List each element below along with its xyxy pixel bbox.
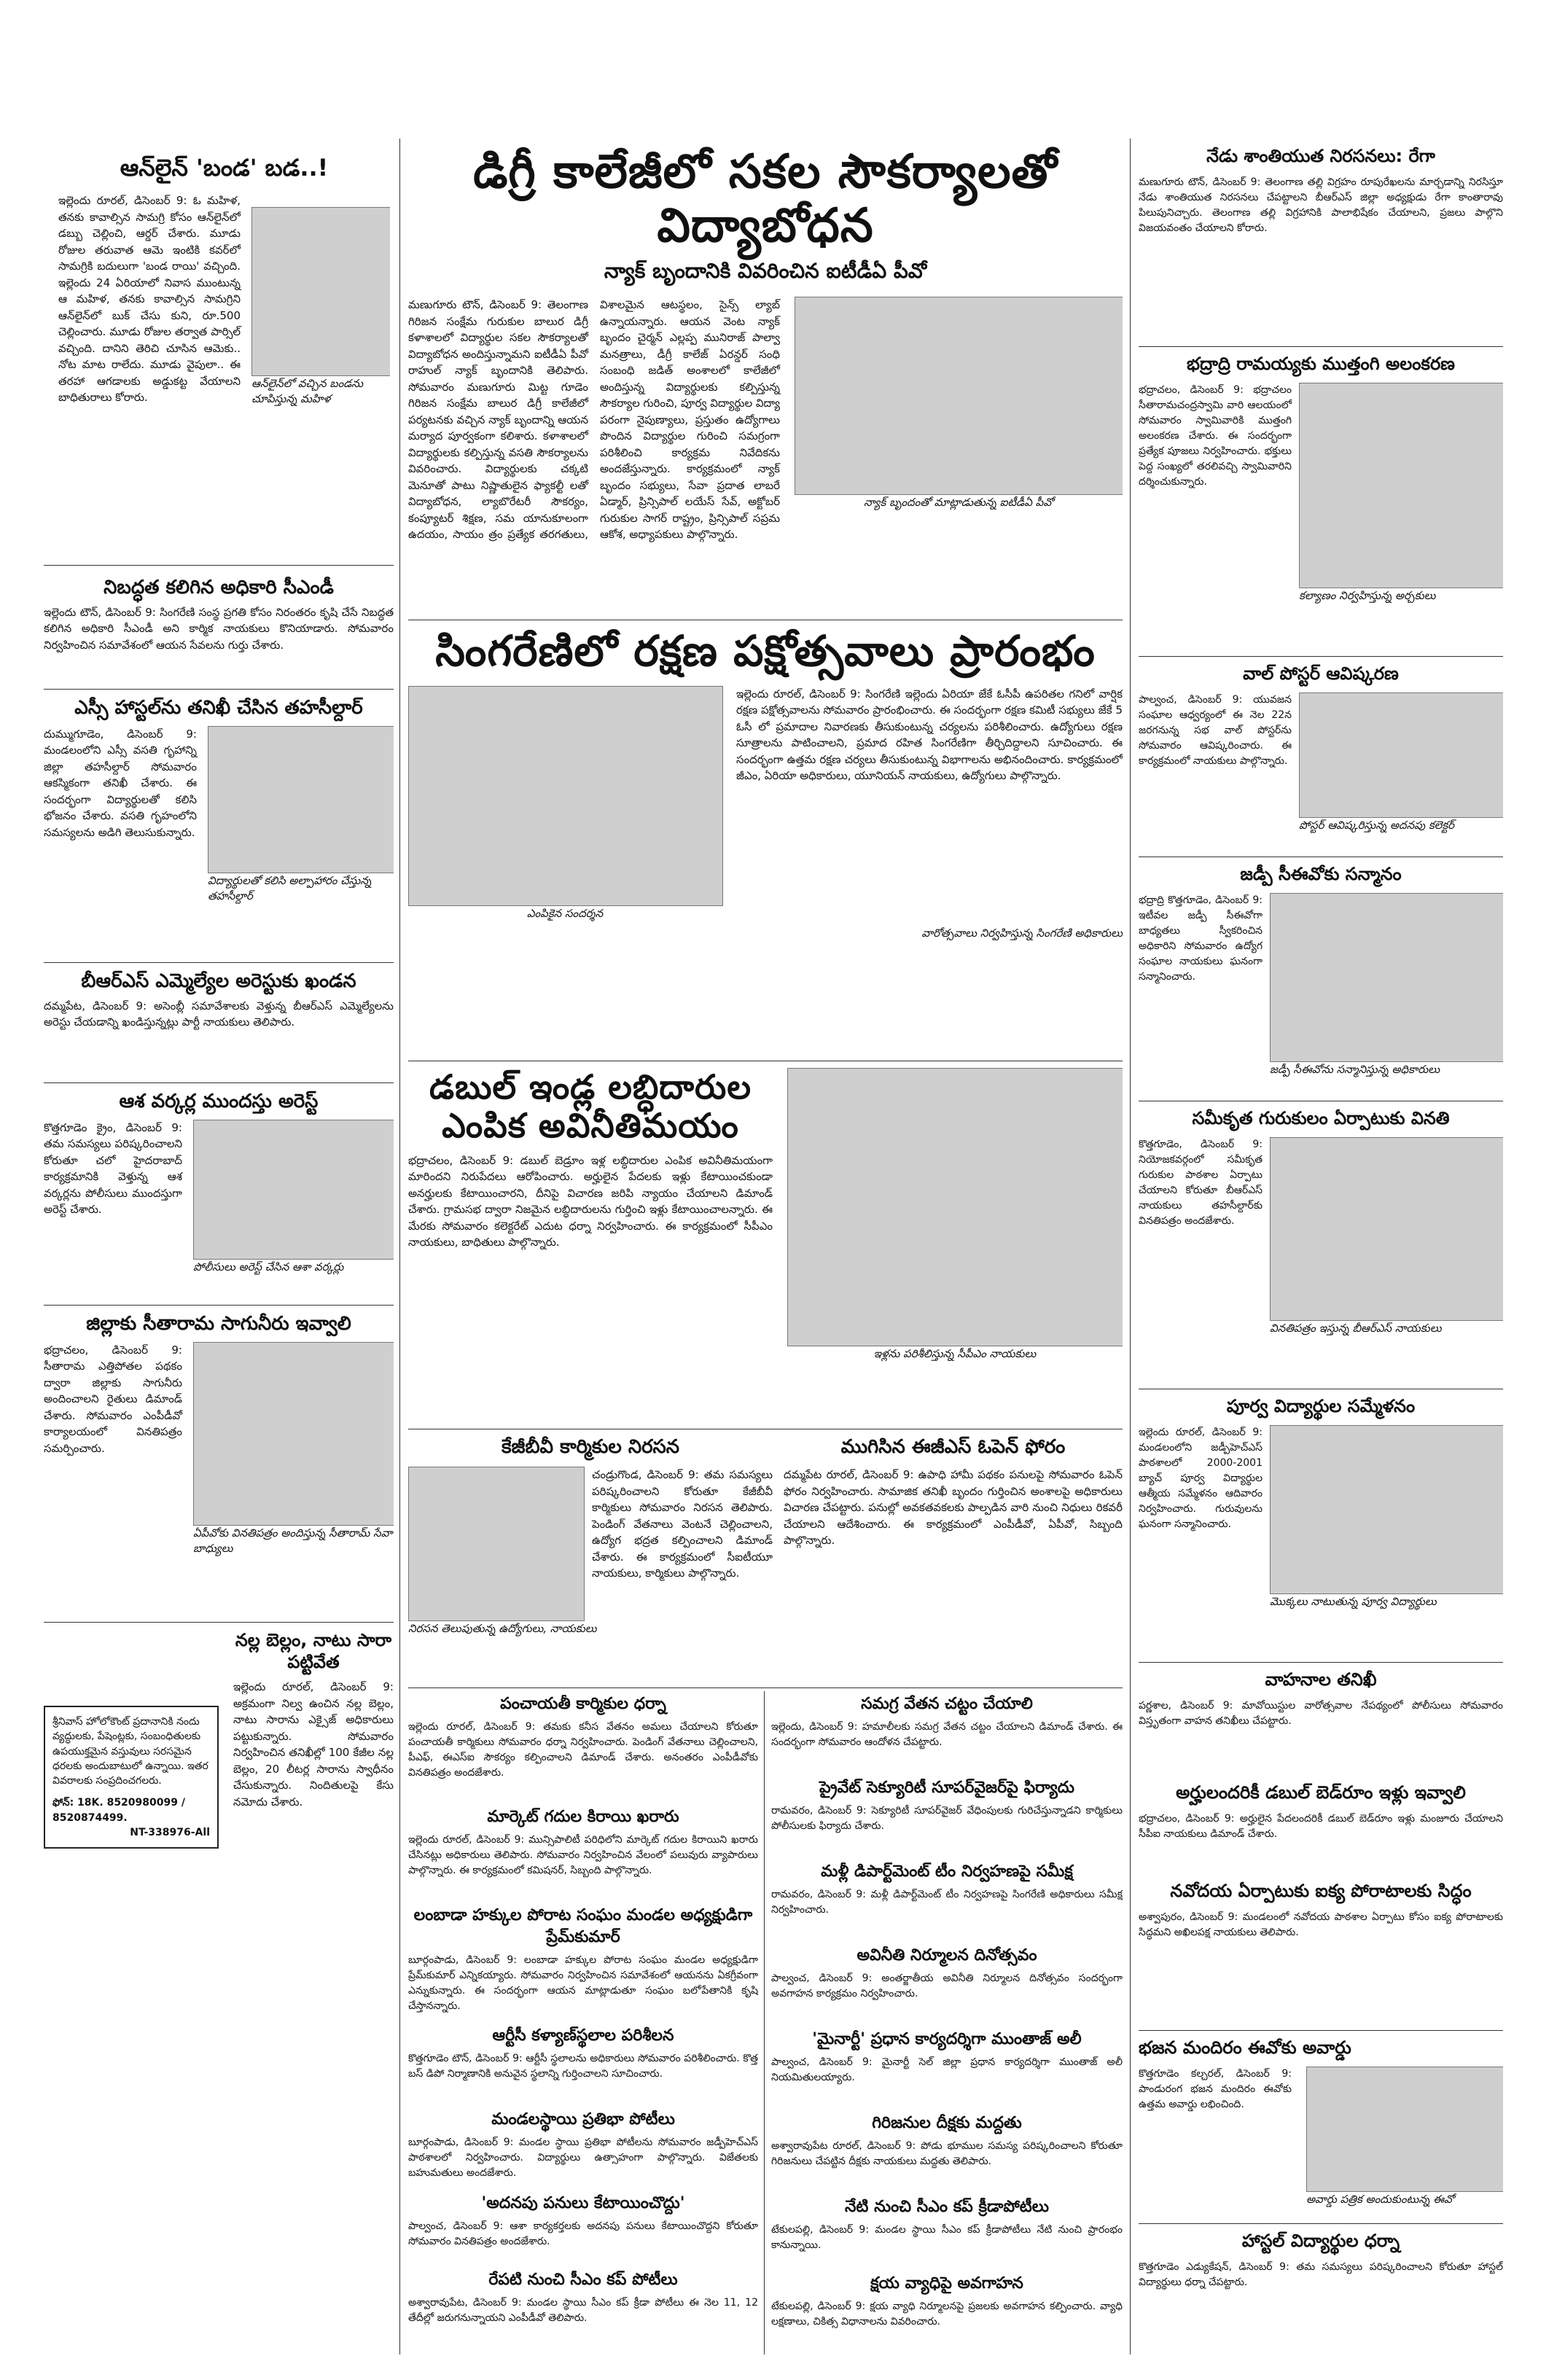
gurukul-photo xyxy=(1270,1137,1503,1321)
works-story xyxy=(408,2194,758,2267)
alumni-body: ఇల్లెందు రూరల్, డిసెంబర్ 9: మండలంలోని జడ్పీహెచ్ఎస్ పాఠశాలలో 2000-2001 బ్యాచ్ పూర్వ విద్యార్థుల ఆత్మీయ సమ్మేళనం ఆదివారం నిర్వహించారు. గురువులను ఘనంగా సన్మానించారు. xyxy=(1139,1427,1263,1530)
asha-heading: ఆశ వర్కర్ల ముందస్తు అరెస్ట్ xyxy=(119,1090,319,1112)
corruption-body: పాల్వంచ, డిసెంబర్ 9: అంతర్జాతీయ అవినీతి నిర్మూలన దినోత్సవం సందర్భంగా అవగాహన కార్యక్రమం నిర్వహించారు. xyxy=(771,1973,1123,1999)
mynorty-heading: 'మైనార్టీ' ప్రధాన కార్యదర్శిగా ముంతాజ్ అలీ xyxy=(812,2030,1082,2048)
column-rule xyxy=(764,1691,765,2354)
asha-caption: పోలీసులు అరెస్ట్ చేసిన ఆశా వర్కర్లు xyxy=(193,1260,344,1273)
zp-heading: జడ్పీ సీఈవోకు సన్మానం xyxy=(1240,864,1402,884)
lambada-story xyxy=(408,1906,758,2023)
samagra-heading: సమగ్ర వేతన చట్టం చేయాలి xyxy=(861,1695,1033,1713)
cmcup-body: అశ్వారావుపేట, డిసెంబర్ 9: మండల స్థాయి సీఎం కప్ క్రీడా పోటీలు ఈ నెల 11, 12 తేదీల్లో జరుగనున్నాయని ఎంపీడీవో తెలిపారు. xyxy=(408,2297,758,2324)
ramayya-heading: భద్రాద్రి రామయ్యకు ముత్తంగి అలంకరణ xyxy=(1186,354,1456,374)
section-rule xyxy=(1139,346,1503,347)
cmcup-story xyxy=(408,2271,758,2351)
singareni-caption: వారోత్సవాలు నిర్వహిస్తున్న సింగరేణి అధికారులు xyxy=(921,926,1123,940)
hostel-heading: ఎస్సీ హాస్టల్‌ను తనిఖీ చేసిన తహసీల్దార్ xyxy=(74,697,363,719)
housing-heading: డబుల్ ఇండ్ల లబ్ధిదారుల ఎంపిక అవినీతిమయం xyxy=(429,1068,752,1145)
section-rule xyxy=(1139,656,1503,657)
private-story xyxy=(771,1779,1123,1859)
hostel-body: దుమ్ముగూడెం, డిసెంబర్ 9: మండలంలోని ఎస్సీ వసతి గృహాన్ని జిల్లా తహసీల్దార్ సోమవారం ఆకస్మికంగా తనిఖీ చేశారు. ఈ సందర్భంగా విద్యార్థులతో కలిసి భోజనం చేశారు. వసతి గృహంలోని సమస్యలను అడిగి తెలుసుకున్నారు. xyxy=(44,727,197,839)
double-body: భద్రాచలం, డిసెంబర్ 9: అర్హులైన పేదలందరికీ డబుల్ బెడ్‌రూం ఇళ్లు మంజూరు చేయాలని సీపీఐ నాయకులు డిమాండ్ చేశారు. xyxy=(1139,1813,1503,1840)
works-body: పాల్వంచ, డిసెంబర్ 9: ఆశా కార్యకర్తలకు అదనపు పనులు కేటాయించొద్దని కోరుతూ సోమవారం వినతిపత్రం అందజేశారు. xyxy=(408,2220,758,2247)
housing-story xyxy=(408,1068,1123,1425)
poster-caption: పోస్టర్ ఆవిష్కరిస్తున్న అదనపు కలెక్టర్ xyxy=(1299,819,1455,832)
ramayya-body: భద్రాచలం, డిసెంబర్ 9: భద్రాచలం సీతారామచంద్రస్వామి వారి ఆలయంలో సోమవారం స్వామివారికి ముత్తంగి అలంకరణ చేశారు. ఈ సందర్భంగా ప్రత్యేక పూజలు నిర్వహించారు. భక్తులు పెద్ద సంఖ్యలో తరలివచ్చి స్వామివారిని దర్శించుకున్నారు. xyxy=(1139,384,1292,488)
survey-story xyxy=(408,2026,758,2107)
singareni-heading: సింగరేణిలో రక్షణ పక్షోత్సవాలు ప్రారంభం xyxy=(435,627,1096,676)
forum-body: దమ్మపేట రూరల్, డిసెంబర్ 9: ఉపాధి హామీ పథకం పనులపై సోమవారం ఓపెన్ ఫోరం నిర్వహించారు. సామాజిక తనిఖీ బృందం గుర్తించిన అంశాలపై అధికారులు విచారణ చేపట్టారు. పనుల్లో అవకతవకలకు పాల్పడిన వారి నుంచి నిధులు రికవరీ చేయాలని ఆదేశించారు. ఈ కార్యక్రమంలో ఎంపీడీవో, ఏపీవో, సిబ్బంది పాల్గొన్నారు. xyxy=(784,1468,1123,1547)
bhajana-story xyxy=(1139,2037,1503,2220)
survey-heading: ఆర్టీసీ కళ్యాణ్‌స్థలాల పరిశీలన xyxy=(492,2026,674,2045)
dharna-heading: హాస్టల్ విద్యార్థుల ధర్నా xyxy=(1241,2231,1400,2251)
alumni-heading: పూర్వ విద్యార్థుల సమ్మేళనం xyxy=(1226,1396,1416,1416)
section-rule xyxy=(44,1622,394,1623)
kgbv-heading: కేజీబీవీ కార్మికుల నిరసన xyxy=(501,1436,680,1458)
top-caption: న్యాక్ బృందంతో మాట్లాడుతున్న ఐటీడీఏ పీవో xyxy=(864,496,1053,510)
works-heading: 'అదనపు పనులు కేటాయించొద్దు' xyxy=(481,2194,685,2212)
zp-photo xyxy=(1270,893,1503,1062)
alumni-story xyxy=(1139,1396,1503,1658)
market-heading: మార్కెట్ గదుల కిరాయి ఖరారు xyxy=(487,1808,679,1826)
market-body: ఇల్లెందు రూరల్, డిసెంబర్ 9: మున్సిపాలిటీ పరిధిలోని మార్కెట్ గదుల కిరాయిని ఖరారు చేసినట్లు అధికారులు తెలిపారు. సోమవారం నిర్వహించిన వేలంలో పలువురు వ్యాపారులు పాల్గొన్నారు. ఈ కార్యక్రమంలో కమిషనర్, సిబ్బంది పాల్గొన్నారు. xyxy=(408,1834,758,1876)
brs-body: దమ్మపేట, డిసెంబర్ 9: అసెంబ్లీ సమావేశాలకు వెళ్తున్న బీఆర్ఎస్ ఎమ్మెల్యేలను అరెస్టు చేయడాన్ని ఖండిస్తున్నట్లు పార్టీ నాయకులు తెలిపారు. xyxy=(44,999,394,1029)
gurukul-body: కొత్తగూడెం, డిసెంబర్ 9: నియోజకవర్గంలో సమీకృత గురుకుల పాఠశాల ఏర్పాటు చేయాలని కోరుతూ బీఆర్ఎస్ నాయకులు తహసీల్దార్‌కు వినతిపత్రం అందజేశారు. xyxy=(1139,1139,1263,1227)
top-story xyxy=(408,146,1123,612)
lambada-body: బూర్గంపాడు, డిసెంబర్ 9: లంబాడా హక్కుల పోరాట సంఘం మండల అధ్యక్షుడిగా ప్రేమ్‌కుమార్ ఎన్నికయ్యారు. సోమవారం నిర్వహించిన సమావేశంలో ఆయనను ఏకగ్రీవంగా ఎన్నుకున్నారు. ఈ సందర్భంగా ఆయన మాట్లాడుతూ సంఘం బలోపేతానికి కృషి చేస్తానన్నారు. xyxy=(408,1954,758,2012)
rega-heading: నేడు శాంతియుత నిరసనలు: రేగా xyxy=(1206,146,1435,166)
section-rule xyxy=(44,689,394,690)
kgbv-caption: నిరసన తెలుపుతున్న ఉద్యోగులు, నాయకులు xyxy=(408,1622,597,1635)
housing-photo xyxy=(787,1068,1123,1346)
sagu-body: భద్రాచలం, డిసెంబర్ 9: సీతారామ ఎత్తిపోతల పథకం ద్వారా జిల్లాకు సాగునీరు అందించాలని రైతులు డిమాండ్ చేశారు. సోమవారం ఎంపీడీవో కార్యాలయంలో వినతిపత్రం సమర్పించారు. xyxy=(44,1343,182,1455)
poster-heading: వాల్ పోస్టర్ ఆవిష్కరణ xyxy=(1243,663,1399,684)
gurukul-caption: వినతిపత్రం ఇస్తున్న బీఆర్ఎస్ నాయకులు xyxy=(1270,1322,1442,1335)
tribal-story xyxy=(771,2114,1123,2194)
ramayya-photo xyxy=(1299,383,1503,588)
bhajana-body: కొత్తగూడెం కల్చరల్, డిసెంబర్ 9: పాండురంగ భజన మందిరం ఈవోకు ఉత్తమ అవార్డు లభించింది. xyxy=(1139,2068,1292,2110)
zp-story xyxy=(1139,864,1503,1097)
cmcup-heading: రేపటి నుంచి సీఎం కప్ పోటీలు xyxy=(488,2271,678,2289)
awareness-story xyxy=(771,2274,1123,2354)
sagu-heading: జిల్లాకు సీతారామ సాగునీరు ఇవ్వాలి xyxy=(86,1313,351,1335)
vehicles-body: పర్ణశాల, డిసెంబర్ 9: మావోయిస్టుల వారోత్సవాల నేపథ్యంలో పోలీసులు సోమవారం విస్తృతంగా వాహన తనిఖీలు చేపట్టారు. xyxy=(1139,1700,1503,1727)
column-rule xyxy=(1130,138,1131,2354)
section-rule xyxy=(44,565,394,566)
online-caption: ఆన్‌లైన్‌లో వచ్చిన బండను చూపిస్తున్న మహిళ xyxy=(251,377,364,405)
sports-heading: మండలస్థాయి ప్రతిభా పోటీలు xyxy=(491,2110,675,2129)
navodaya-story xyxy=(1139,1881,1503,2026)
section-rule xyxy=(44,1082,394,1083)
zp-caption: జడ్పీ సీఈవోను సన్మానిస్తున్న అధికారులు xyxy=(1270,1063,1440,1076)
cmcup2-body: టేకులపల్లి, డిసెంబర్ 9: మండల స్థాయి సీఎం కప్ క్రీడాపోటీలు నేటి నుంచి ప్రారంభం కానున్నాయి. xyxy=(771,2224,1123,2251)
alumni-caption: మొక్కలు నాటుతున్న పూర్వ విద్యార్థులు xyxy=(1270,1595,1437,1608)
gurukul-story xyxy=(1139,1108,1503,1385)
inquiry-body: రామవరం, డిసెంబర్ 9: మళ్లీ డిపార్ట్‌మెంట్ టీం నిర్వహణపై సింగరేణి అధికారులు సమీక్ష నిర్వహించారు. xyxy=(771,1889,1123,1916)
lambada-heading: లంబాడా హక్కుల పోరాట సంఘం మండల అధ్యక్షుడిగా ప్రేమ్‌కుమార్ xyxy=(413,1906,753,1946)
cmcup2-heading: నేటి నుంచి సీఎం కప్ క్రీడాపోటీలు xyxy=(844,2198,1049,2216)
tribal-body: అశ్వారావుపేట రూరల్, డిసెంబర్ 9: పోడు భూముల సమస్య పరిష్కరించాలని కోరుతూ గిరిజనులు చేపట్టిన దీక్షకు నాయకులు మద్దతు తెలిపారు. xyxy=(771,2140,1123,2167)
cmcup2-story xyxy=(771,2198,1123,2271)
ad-phone: ఫోన్: 18K. 8520980099 / 8520874499. xyxy=(52,1797,185,1824)
forum-story xyxy=(784,1436,1123,1684)
zp-body: భద్రాద్రి కొత్తగూడెం, డిసెంబర్ 9: ఇటీవల జడ్పీ సీఈవోగా బాధ్యతలు స్వీకరించిన అధికారిని సోమవారం ఉద్యోగ సంఘాల నాయకులు ఘనంగా సన్మానించారు. xyxy=(1139,894,1263,983)
market-story xyxy=(408,1808,758,1903)
samagra-story xyxy=(771,1695,1123,1775)
top-body: మణుగూరు టౌన్, డిసెంబర్ 9: తెలంగాణ గిరిజన సంక్షేమ గురుకుల బాలుర డిగ్రీ కళాశాలలో విద్యార్థుల సకల సౌకర్యాలతో విద్యాబోధన అందిస్తున్నామని ఐటీడీఏ పీవో రాహుల్ న్యాక్ బృందానికి తెలిపారు. సోమవారం మణుగూరు మిట్ట గూడెం గిరిజన సంక్షేమ బాలుర డిగ్రీ కాలేజీలో పర్యటనకు వచ్చిన న్యాక్ బృందాన్ని ఆయన మర్యాద పూర్వకంగా కలిశారు. కళాశాలలో విద్యార్థులకు కల్పిస్తున్న వసతి సౌకర్యాలను వివరించారు. విద్యార్థులకు చక్కటి మెనూతో పాటు నిష్ణాతులైన ఫ్యాకల్టీ లతో విద్యాబోధన, ల్యాబొరేటరీ సౌకర్యం, కంప్యూటర్ శిక్షణ, సమ యానుకూలంగా ఉదయం, సాయం త్రం ప్రత్యేక తరగతులు, విశాలమైన ఆటస్థలం, సైన్స్ ల్యాబ్ ఉన్నాయన్నారు. ఆయన వెంట న్యాక్ బృందం చైర్మన్ ఎల్లప్ప మునిరాజ్ పాల్వా మనత్రాలు, డీగ్రీ కాలేజ్ ఏరన్డర్ సంధి సంబంధి జడిత్ అంశాలలో కాలేజీలో అందిస్తున్న విద్యార్థులకు కల్పిస్తున్న సౌకర్యాల గురించి, పూర్వ విద్యార్థుల విద్యా పరంగా నైపుణ్యాలు, ప్రస్తుతం ఉద్యోగాలు పొందిన విద్యార్థుల గురించి సమగ్రంగా పరిశీలించి కార్యక్రమ నివేదికను అందజేస్తున్నారు. కార్యక్రమంలో న్యాక్ బృందం సభ్యులు, సేవా ప్రదాత లాబరే ఏడ్మార్, ప్రిన్సిపాల్ లయేస్ సేవ్, అక్టోబర్ గురుకుల సాగర్ రాష్ట్రం, ప్రిన్సిపాల్ సప్రమ ఆకోశ, అధ్యాపకులు పాల్గొన్నారు. xyxy=(408,298,780,542)
online-photo xyxy=(251,207,390,376)
section-rule xyxy=(44,962,394,963)
ramayya-caption: కల్యాణం నిర్వహిస్తున్న అర్చకులు xyxy=(1299,589,1436,602)
section-rule xyxy=(44,1305,394,1306)
ad-ref: NT-338976-All xyxy=(130,1827,210,1839)
poster-story xyxy=(1139,663,1503,853)
private-heading: ప్రైవేట్ సెక్యూరిటీ సూపర్‌వైజర్‌పై ఫిర్యాదు xyxy=(819,1779,1074,1797)
sports-story xyxy=(408,2110,758,2190)
rega-body: మణుగూరు టౌన్, డిసెంబర్ 9: తెలంగాణ తల్లి విగ్రహం రూపురేఖలను మార్చడాన్ని నిరసిస్తూ నేడు శాంతియుత నిరసనలు చేపట్టాలని బీఆర్ఎస్ జిల్లా అధ్యక్షుడు రేగా కాంతారావు పిలుపునిచ్చారు. తెలంగాణ తల్లి విగ్రహానికి పాలాభిషేకం చేయాలని, ప్రజలు పాల్గొని విజయవంతం చేయాలని కోరారు. xyxy=(1139,176,1503,234)
liquor-heading: నల్ల బెల్లం, నాటు సారా పట్టివేత xyxy=(235,1630,392,1672)
ad-box xyxy=(44,1706,219,1997)
kgbv-photo xyxy=(408,1467,585,1621)
panchayat-heading: పంచాయతీ కార్మికుల ధర్నా xyxy=(500,1695,666,1713)
brs-heading: బీఆర్ఎస్ ఎమ్మెల్యేల అరెస్టుకు ఖండన xyxy=(81,970,356,992)
corruption-heading: అవినీతి నిర్మూలన దినోత్సవం xyxy=(856,1946,1037,1965)
tribal-heading: గిరిజనుల దీక్షకు మద్దతు xyxy=(872,2114,1022,2132)
section-rule xyxy=(1139,1662,1503,1663)
online-heading: ఆన్‌లైన్ 'బండ' బడ..! xyxy=(120,154,329,182)
inquiry-story xyxy=(771,1862,1123,1943)
corruption-story xyxy=(771,1946,1123,2026)
online-body: ఇల్లెందు రూరల్, డిసెంబర్ 9: ఓ మహిళ, తనకు కావాల్సిన సామగ్రి కోసం ఆన్‌లైన్‌లో డబ్బు చెల్లించి, ఆర్డర్ చేశారు. మూడు రోజుల తరువాత ఆమె ఇంటికి కవర్‌లో సామగ్రికి బదులుగా 'బండ రాయి' వచ్చింది. ఇల్లెందు 24 ఏరియాలో నివాస ముంటున్న ఆ మహిళ, తనకు కావాల్సిన సామగ్రిని ఆన్‌లైన్‌లో బుక్ చేసు కుని, రూ.500 చెల్లించారు. మూడు రోజుల తర్వాత పార్సిల్ వచ్చింది. దానిని తెరిచి చూసిన ఆమెకు.. నోట మాట రాలేదు. మూడు వైపులా.. ఈ తరహా ఆగడాలకు అడ్డుకట్ట వేయాలని బాధితురాలు కోరారు. xyxy=(58,194,241,404)
mynorty-story xyxy=(771,2030,1123,2110)
panchayat-story xyxy=(408,1695,758,1804)
asha-body: కొత్తగూడెం క్రైం, డిసెంబర్ 9: తమ సమస్యలు పరిష్కరించాలని కోరుతూ చలో హైదరాబాద్ కార్యక్రమానికి వెళ్తున్న ఆశ వర్కర్లను పోలీసులు ముందస్తుగా అరెస్ట్ చేశారు. xyxy=(44,1120,182,1216)
vehicles-story xyxy=(1139,1669,1503,1779)
hostel-caption: విద్యార్థులతో కలిసి అల్పాహారం చేస్తున్న తహసీల్దార్ xyxy=(208,873,372,902)
ad-text: శ్రీనివాస్ హోలోకౌంట్ ప్రదానానికి నందు వ్యద్ధులకు, పేషెంట్లకు, సంబంధితులకు ఉపయుక్తమైన వస్తువులు సరసమైన ధరలకు అందుబాటులో ఉన్నాయి. ఇతర వివరాలకు సంప్రదించగలరు. xyxy=(52,1716,208,1787)
top-subheading: న్యాక్ బృందానికి వివరించిన ఐటీడీఏ పీవో xyxy=(604,259,927,284)
hostel-photo xyxy=(208,726,394,873)
inquiry-heading: మళ్లీ డిపార్ట్‌మెంట్ టీం నిర్వహణపై సమీక్ష xyxy=(821,1862,1073,1881)
asha-story xyxy=(44,1090,394,1301)
private-body: రామవరం, డిసెంబర్ 9: సెక్యూరిటీ సూపర్‌వైజర్ వేధింపులకు గురిచేస్తున్నాడని కార్మికులు పోలీసులకు ఫిర్యాదు చేశారు. xyxy=(771,1805,1123,1832)
sagu-photo xyxy=(193,1342,394,1526)
singareni-caption2: ఎంపికైన సందర్శన xyxy=(526,906,604,920)
gurukul-heading: సమీకృత గురుకులం ఏర్పాటుకు వినతి xyxy=(1192,1108,1450,1128)
cmd-heading: నిబద్ధత కలిగిన అధికారి సీఎండీ xyxy=(104,577,334,598)
samagra-body: ఇల్లెందు, డిసెంబర్ 9: హమాలీలకు సమగ్ర వేతన చట్టం చేయాలని డిమాండ్ చేశారు. ఈ సందర్భంగా సోమవారం ఆందోళన చేపట్టారు. xyxy=(771,1721,1123,1748)
online-story xyxy=(58,153,390,561)
bhajana-photo xyxy=(1306,2067,1503,2192)
section-rule xyxy=(1139,2030,1503,2031)
poster-body: పాల్వంచ, డిసెంబర్ 9: యువజన సంఘాల ఆధ్వర్యంలో ఈ నెల 22న జరగనున్న సభ వాల్ పోస్టర్‌ను సోమవారం ఆవిష్కరించారు. ఈ కార్యక్రమంలో నాయకులు పాల్గొన్నారు. xyxy=(1139,694,1292,767)
liquor-body: ఇల్లెందు రూరల్, డిసెంబర్ 9: అక్రమంగా నిల్వ ఉంచిన నల్ల బెల్లం, నాటు సారాను ఎక్సైజ్ అధికారులు పట్టుకున్నారు. సోమవారం నిర్వహించిన తనిఖీల్లో 100 కేజీల నల్ల బెల్లం, 20 లీటర్ల సారాను స్వాధీనం చేసుకున్నారు. నిందితులపై కేసు నమోదు చేశారు. xyxy=(233,1680,394,1809)
sports-body: బూర్గంపాడు, డిసెంబర్ 9: మండల స్థాయి ప్రతిభా పోటీలను సోమవారం జడ్పీహెచ్ఎస్ పాఠశాలలో నిర్వహించారు. విద్యార్థులు ఉత్సాహంగా పాల్గొన్నారు. విజేతలకు బహుమతులు అందజేశారు. xyxy=(408,2137,758,2179)
forum-heading: ముగిసిన ఈజీఎస్ ఓపెన్ ఫోరం xyxy=(840,1436,1066,1458)
navodaya-body: అశ్వాపురం, డిసెంబర్ 9: మండలంలో నవోదయ పాఠశాల ఏర్పాటు కోసం ఐక్య పోరాటాలకు సిద్ధమని అఖిలపక్ష నాయకులు తెలిపారు. xyxy=(1139,1911,1503,1938)
double-heading: అర్హులందరికీ డబుల్ బెడ్‌రూం ఇళ్లు ఇవ్వాలి xyxy=(1176,1782,1466,1803)
panchayat-body: ఇల్లెందు రూరల్, డిసెంబర్ 9: తమకు కనీస వేతనం అమలు చేయాలని కోరుతూ పంచాయతీ కార్మికులు సోమవారం ధర్నా నిర్వహించారు. పెండింగ్ వేతనాలు చెల్లించాలని, పీఎఫ్, ఈఎస్ఐ సౌకర్యం కల్పించాలని డిమాండ్ చేశారు. అనంతరం ఎంపీడీవోకు వినతిపత్రం అందజేశారు. xyxy=(408,1721,758,1779)
poster-photo xyxy=(1299,692,1503,818)
cmd-body: ఇల్లెందు టౌన్, డిసెంబర్ 9: సింగరేణి సంస్థ ప్రగతి కోసం నిరంతరం కృషి చేసే నిబద్ధత కలిగిన అధికారి సీఎండీ అని కార్మిక నాయకులు కొనియాడారు. సోమవారం నిర్వహించిన సమావేశంలో ఆయన సేవలను గుర్తు చేశారు. xyxy=(44,605,394,652)
singareni-story xyxy=(408,627,1123,1057)
awareness-heading: క్షయ వ్యాధిపై అవగాహన xyxy=(870,2274,1023,2293)
section-rule xyxy=(1139,2223,1503,2224)
top-heading: డిగ్రీ కాలేజీలో సకల సౌకర్యాలతో విద్యాబోధన xyxy=(473,146,1058,253)
liquor-story xyxy=(233,1629,394,2285)
bhajana-caption: అవార్డు పత్రిక అందుకుంటున్న ఈవో xyxy=(1306,2193,1454,2206)
housing-caption: ఇళ్లను పరిశీలిస్తున్న సీపీఎం నాయకులు xyxy=(873,1347,1037,1360)
column-rule xyxy=(399,138,400,2354)
vehicles-heading: వాహనాల తనిఖీ xyxy=(1265,1669,1377,1690)
asha-photo xyxy=(193,1120,394,1260)
dharna-story xyxy=(1139,2231,1503,2354)
top-photo xyxy=(795,297,1123,495)
singareni-photo xyxy=(408,686,723,906)
hostel-story xyxy=(44,696,394,959)
mynorty-body: పాల్వంచ, డిసెంబర్ 9: మైనార్టీ సెల్ జిల్లా ప్రధాన కార్యదర్శిగా ముంతాజ్ అలీ నియమితులయ్యారు. xyxy=(771,2056,1123,2083)
kgbv-story xyxy=(408,1436,773,1684)
housing-body: భద్రాచలం, డిసెంబర్ 9: డబుల్ బెడ్రూం ఇళ్ల లబ్ధిదారుల ఎంపిక అవినీతిమయంగా మారిందని నిరుపేదలు ఆరోపించారు. అర్హులైన పేదలకు ఇళ్లు కేటాయించకుండా అనర్హులకు కేటాయించారని, దీనిపై విచారణ జరిపి న్యాయం చేయాలని డిమాండ్ చేశారు. గ్రామసభ ద్వారా నిజమైన లబ్ధిదారులను గుర్తించి ఇళ్లు కేటాయించాలన్నారు. ఈ మేరకు సోమవారం కలెక్టరేట్ ఎదుట ధర్నా నిర్వహించారు. ఈ కార్యక్రమంలో సీపీఎం నాయకులు, బాధితులు పాల్గొన్నారు. xyxy=(408,1153,773,1249)
sagu-caption: ఏపీవోకు వినతిపత్రం అందిస్తున్న సీతారామ్ సేవా బాధ్యులు xyxy=(193,1526,393,1555)
alumni-photo xyxy=(1270,1425,1503,1594)
cmd-story xyxy=(44,576,394,685)
singareni-body: ఇల్లెందు రూరల్, డిసెంబర్ 9: సింగరేణి ఇల్లెందు ఏరియా జేకే ఓసీపీ ఉపరితల గనిలో వార్షిక రక్షణ పక్షోత్సవాలను సోమవారం ప్రారంభించారు. ఈ సందర్భంగా రక్షణ కమిటీ సభ్యులు జేకే 5 ఓసీ లో ప్రమాదాల నివారణకు తీసుకుంటున్న చర్యలను పరిశీలించారు. ఉద్యోగులు రక్షణ సూత్రాలను పాటించాలని, ప్రమాద రహిత సింగరేణిగా తీర్చిదిద్దాలని సూచించారు. ఈ సందర్భంగా ఉత్తమ రక్షణ చర్యలు తీసుకుంటున్న విభాగాలను అభినందించారు. కార్యక్రమంలో జీఎం, ఏరియా అధికారులు, యూనియన్ నాయకులు, ఉద్యోగులు పాల్గొన్నారు. xyxy=(736,687,1123,783)
survey-body: కొత్తగూడెం టౌన్, డిసెంబర్ 9: ఆర్టీసీ స్థలాలను అధికారులు సోమవారం పరిశీలించారు. కొత్త బస్ డిపో నిర్మాణానికి అనువైన స్థలాన్ని గుర్తించాలని సూచించారు. xyxy=(408,2053,758,2080)
sagu-story xyxy=(44,1312,394,1618)
ramayya-story xyxy=(1139,354,1503,652)
double-story xyxy=(1139,1782,1503,1877)
brs-story xyxy=(44,969,394,1079)
dharna-body: కొత్తగూడెం ఎడ్యుకేషన్, డిసెంబర్ 9: తమ సమస్యలు పరిష్కరించాలని కోరుతూ హాస్టల్ విద్యార్థులు ధర్నా చేపట్టారు. xyxy=(1139,2261,1503,2288)
rega-story xyxy=(1139,146,1503,343)
bhajana-heading: భజన మందిరం ఈవోకు అవార్డు xyxy=(1139,2037,1351,2058)
awareness-body: టేకులపల్లి, డిసెంబర్ 9: క్షయ వ్యాధి నిర్మూలనపై ప్రజలకు అవగాహన కల్పించారు. వ్యాధి లక్షణాలు, చికిత్స విధానాలను వివరించారు. xyxy=(771,2301,1123,2328)
navodaya-heading: నవోదయ ఏర్పాటుకు ఐక్య పోరాటాలకు సిద్ధం xyxy=(1170,1881,1472,1901)
kgbv-body: చండ్రుగొండ, డిసెంబర్ 9: తమ సమస్యలు పరిష్కరించాలని కోరుతూ కేజీబీవీ కార్మికులు సోమవారం నిరసన తెలిపారు. పెండింగ్ వేతనాలు వెంటనే చెల్లించాలని, ఉద్యోగ భద్రత కల్పించాలని డిమాండ్ చేశారు. ఈ కార్యక్రమంలో సీఐటీయూ నాయకులు, కార్మికులు పాల్గొన్నారు. xyxy=(592,1468,773,1580)
